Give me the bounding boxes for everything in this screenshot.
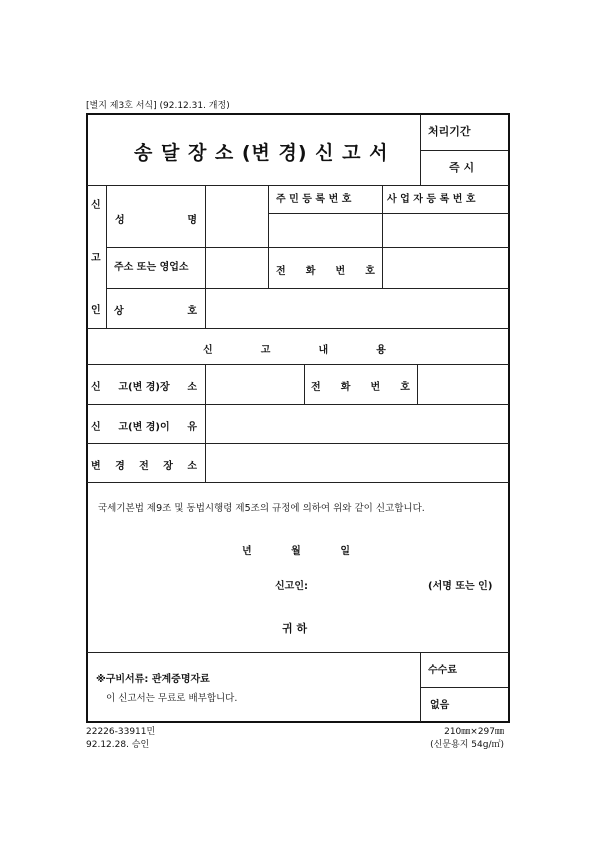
resident-number-field[interactable] [269, 214, 382, 247]
declaration-bottom-line [87, 652, 509, 653]
report-reason-label [91, 418, 197, 433]
applicant-phone-label [276, 262, 375, 277]
previous-place-char-5: 소 [187, 461, 197, 472]
report-phone-char-4: 호 [400, 382, 410, 393]
name-field[interactable] [206, 186, 268, 247]
date-line [242, 542, 350, 557]
form-frame-right [508, 113, 510, 723]
applicant-bottom-line [87, 328, 509, 329]
addressee-label: 귀 하 [282, 622, 308, 635]
content-header-char-1: 신 [203, 345, 213, 356]
applicant-side-char-3: 인 [91, 305, 101, 316]
trade-name-label [114, 302, 197, 317]
address-label: 주소 또는 영업소 [114, 262, 189, 273]
previous-place-char-1: 변 [91, 461, 101, 472]
applicant-side-char-1: 신 [91, 200, 101, 211]
previous-place-label [91, 457, 197, 472]
day-label: 일 [340, 546, 350, 557]
name-label [115, 211, 197, 226]
trade-name-field[interactable] [206, 289, 508, 328]
address-field[interactable] [206, 248, 268, 288]
signature-note: (서명 또는 인) [428, 581, 493, 592]
previous-place-char-4: 장 [163, 461, 173, 472]
business-number-label: 사 업 자 등 록 번 호 [387, 194, 476, 205]
name-label-char-1: 성 [115, 215, 125, 226]
report-phone-field[interactable] [418, 365, 508, 404]
business-number-field[interactable] [383, 214, 508, 247]
report-reason-field[interactable] [206, 405, 508, 443]
trade-name-char-2: 호 [187, 306, 197, 317]
reporter-signature-field[interactable] [318, 576, 418, 596]
previous-place-field[interactable] [206, 444, 508, 482]
applicant-phone-char-1: 전 [276, 266, 286, 277]
report-reason-char-1: 신 [91, 422, 101, 433]
report-content-header [203, 341, 386, 356]
paper-type: (신문용지 54g/㎡) [430, 740, 504, 750]
applicant-phone-char-2: 화 [305, 266, 316, 277]
report-phone-left-divider [304, 364, 305, 404]
form-code: 22226-33911민 [86, 727, 156, 737]
name-label-char-2: 명 [187, 215, 197, 226]
approval-date: 92.12.28. 승인 [86, 740, 150, 750]
resident-number-label: 주 민 등 록 번 호 [276, 194, 352, 205]
report-place-field[interactable] [206, 365, 304, 404]
year-label: 년 [242, 546, 252, 557]
fee-label: 수수료 [428, 665, 457, 676]
applicant-phone-char-4: 호 [365, 266, 375, 277]
reporter-label: 신고인: [275, 581, 308, 592]
trade-name-char-1: 상 [114, 306, 124, 317]
content-header-char-4: 용 [376, 345, 386, 356]
report-place-label [91, 378, 197, 393]
required-documents: ※구비서류: 관계증명자료 [96, 674, 210, 685]
previous-place-char-2: 경 [115, 461, 125, 472]
report-place-char-3: 소 [187, 382, 197, 393]
month-label: 월 [291, 546, 301, 557]
applicant-side-divider [106, 185, 107, 328]
form-number-note: [별지 제3호 서식] (92.12.31. 개정) [86, 101, 230, 111]
report-phone-char-3: 번 [370, 382, 381, 393]
paper-size: 210㎜×297㎜ [444, 727, 504, 737]
applicant-phone-field[interactable] [383, 248, 508, 288]
title-bottom-line [87, 185, 509, 186]
previous-place-bottom-line [87, 482, 509, 483]
content-header-char-3: 내 [318, 345, 329, 356]
free-distribution-note: 이 신고서는 무료로 배부합니다. [106, 693, 238, 704]
declaration-statement: 국세기본법 제9조 및 동법시행령 제5조의 규정에 의하여 위와 같이 신고합니다. [98, 503, 425, 514]
report-phone-label [311, 378, 410, 393]
previous-place-char-3: 전 [139, 461, 149, 472]
form-frame-top [86, 113, 510, 115]
processing-divider [420, 150, 508, 151]
processing-period-label: 처리기간 [428, 125, 471, 138]
applicant-phone-char-3: 번 [335, 266, 346, 277]
applicant-side-char-2: 고 [91, 253, 101, 264]
report-place-char-1: 신 [91, 382, 101, 393]
report-place-char-2: 고(변 경)장 [118, 382, 170, 393]
report-reason-char-3: 유 [187, 422, 197, 433]
fee-value: 없음 [430, 700, 450, 711]
report-reason-char-2: 고(변 경)이 [118, 422, 170, 433]
form-title: 송 달 장 소 (변 경) 신 고 서 [134, 142, 389, 164]
form-frame-left [86, 113, 88, 723]
content-header-char-2: 고 [260, 345, 271, 356]
form-frame-bottom [86, 721, 510, 723]
report-phone-char-1: 전 [311, 382, 321, 393]
fee-middle-line [420, 687, 508, 688]
processing-period-value: 즉 시 [449, 161, 475, 174]
report-phone-char-2: 화 [340, 382, 351, 393]
